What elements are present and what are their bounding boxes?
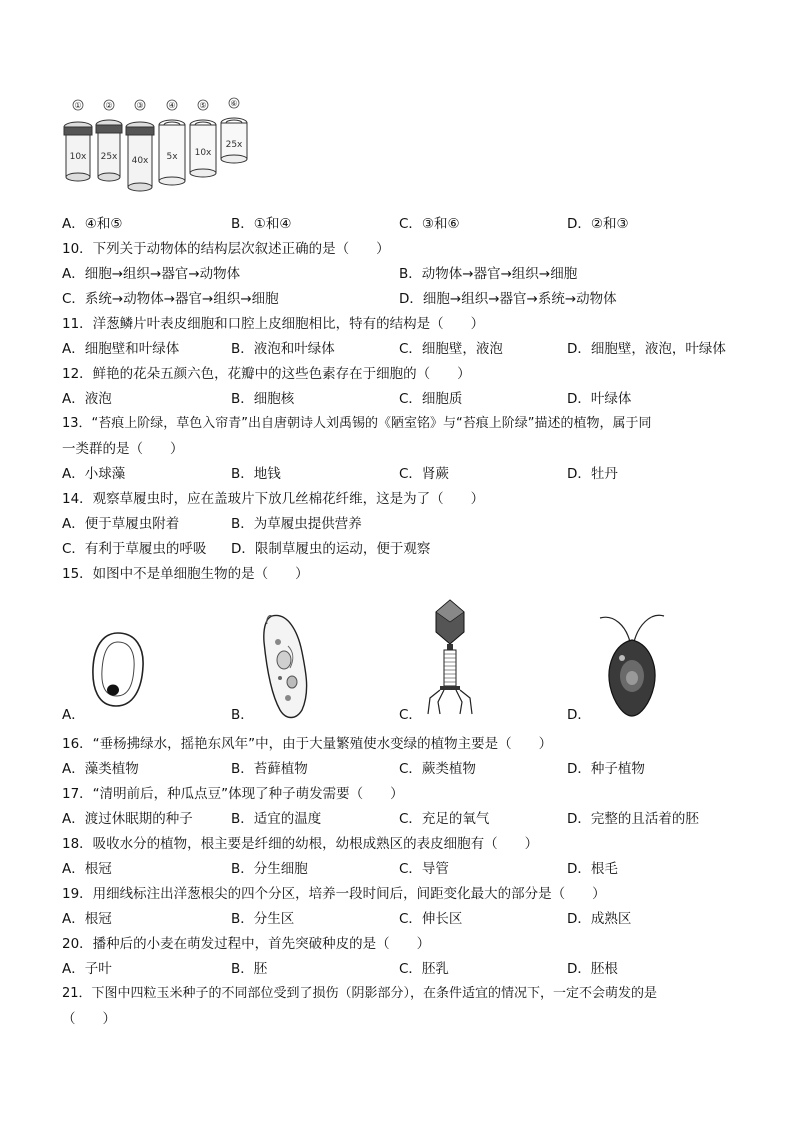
q12-option-a[interactable]: A．液泡 (62, 391, 112, 407)
svg-text:40x: 40x (131, 156, 149, 166)
svg-text:②: ② (105, 101, 113, 110)
q21-stem-line2: （ ） (62, 1011, 116, 1027)
q13-option-a[interactable]: A．小球藻 (62, 466, 126, 482)
q18-option-b[interactable]: B．分生细胞 (231, 861, 308, 877)
q18-option-d[interactable]: D．根毛 (567, 861, 618, 877)
q13-stem-line1: 13．“苔痕上阶绿，草色入帘青”出自唐朝诗人刘禹锡的《陋室铭》与“苔痕上阶绿”描述的植物，属于同 (62, 416, 652, 431)
q15-option-c[interactable]: C． (399, 707, 422, 723)
q16-option-b[interactable]: B．苔藓植物 (231, 761, 308, 777)
chlamydomonas-figure (592, 606, 672, 724)
q12-option-d[interactable]: D．叶绿体 (567, 391, 632, 407)
q15-option-d[interactable]: D． (567, 707, 591, 723)
q11-stem: 11．洋葱鳞片叶表皮细胞和口腔上皮细胞相比，特有的结构是（ ） (62, 316, 485, 332)
q11-option-d[interactable]: D．细胞壁，液泡，叶绿体 (567, 341, 726, 357)
q17-option-b[interactable]: B．适宜的温度 (231, 811, 322, 827)
svg-text:①: ① (74, 101, 82, 110)
q11-option-b[interactable]: B．液泡和叶绿体 (231, 341, 335, 357)
q16-option-c[interactable]: C．蕨类植物 (399, 761, 476, 777)
svg-text:③: ③ (136, 101, 144, 110)
q17-option-c[interactable]: C．充足的氧气 (399, 811, 490, 827)
svg-text:⑥: ⑥ (230, 99, 238, 108)
q17-option-a[interactable]: A．渡过休眠期的种子 (62, 811, 193, 827)
q20-option-c[interactable]: C．胚乳 (399, 961, 449, 977)
q10-option-c[interactable]: C．系统→动物体→器官→组织→细胞 (62, 291, 279, 307)
q10-option-b[interactable]: B．动物体→器官→组织→细胞 (399, 266, 578, 282)
svg-text:10x: 10x (69, 152, 87, 162)
q17-option-d[interactable]: D．完整的且活着的胚 (567, 811, 699, 827)
q18-stem: 18．吸收水分的植物，根主要是纤细的幼根，幼根成熟区的表皮细胞有（ ） (62, 836, 539, 852)
q20-option-b[interactable]: B．胚 (231, 961, 268, 977)
q10-stem: 10．下列关于动物体的结构层次叙述正确的是（ ） (62, 241, 390, 257)
q9-option-d[interactable]: D．②和③ (567, 216, 629, 232)
yeast-cell-figure (88, 630, 148, 710)
lens-3 (126, 100, 154, 191)
svg-text:25x: 25x (225, 140, 243, 150)
q13-option-c[interactable]: C．肾蕨 (399, 466, 449, 482)
svg-text:10x: 10x (194, 148, 212, 158)
paramecium-figure (258, 612, 318, 722)
q14-option-d[interactable]: D．限制草履虫的运动，便于观察 (231, 541, 431, 557)
q13-option-d[interactable]: D．牡丹 (567, 466, 618, 482)
bacteriophage-figure (420, 598, 480, 718)
q10-option-d[interactable]: D．细胞→组织→器官→系统→动物体 (399, 291, 617, 307)
q14-option-a[interactable]: A．便于草履虫附着 (62, 516, 180, 532)
svg-text:5x: 5x (166, 152, 178, 162)
q16-option-d[interactable]: D．种子植物 (567, 761, 645, 777)
q9-option-c[interactable]: C．③和⑥ (399, 216, 460, 232)
q20-option-d[interactable]: D．胚根 (567, 961, 618, 977)
q19-option-d[interactable]: D．成熟区 (567, 911, 632, 927)
q13-stem-line2: 一类群的是（ ） (62, 441, 184, 457)
q13-option-b[interactable]: B．地钱 (231, 466, 281, 482)
q9-option-b[interactable]: B．①和④ (231, 216, 292, 232)
q18-option-c[interactable]: C．导管 (399, 861, 449, 877)
q14-stem: 14．观察草履虫时，应在盖玻片下放几丝棉花纤维，这是为了（ ） (62, 491, 485, 507)
q19-option-a[interactable]: A．根冠 (62, 911, 112, 927)
q19-option-b[interactable]: B．分生区 (231, 911, 295, 927)
q15-option-b[interactable]: B． (231, 707, 254, 723)
lens-1 (64, 100, 92, 181)
q14-option-c[interactable]: C．有利于草履虫的呼吸 (62, 541, 207, 557)
q20-option-a[interactable]: A．子叶 (62, 961, 112, 977)
q15-stem: 15．如图中不是单细胞生物的是（ ） (62, 566, 309, 582)
lens-5 (190, 100, 216, 177)
q12-option-c[interactable]: C．细胞质 (399, 391, 463, 407)
q12-stem: 12．鲜艳的花朵五颜六色，花瓣中的这些色素存在于细胞的（ ） (62, 366, 471, 382)
q10-option-a[interactable]: A．细胞→组织→器官→动物体 (62, 266, 241, 282)
lens-6 (221, 98, 247, 163)
q15-option-a[interactable]: A． (62, 707, 85, 723)
q16-option-a[interactable]: A．藻类植物 (62, 761, 139, 777)
q14-option-b[interactable]: B．为草履虫提供营养 (231, 516, 362, 532)
svg-text:④: ④ (168, 101, 176, 110)
microscope-lens-figure (60, 95, 260, 195)
q21-stem-line1: 21．下图中四粒玉米种子的不同部位受到了损伤（阴影部分），在条件适宜的情况下，一定不会萌发的是 (62, 986, 658, 1001)
lens-2 (96, 100, 122, 181)
svg-text:⑤: ⑤ (199, 101, 207, 110)
q17-stem: 17．“清明前后，种瓜点豆”体现了种子萌发需要（ ） (62, 786, 404, 802)
q11-option-c[interactable]: C．细胞壁，液泡 (399, 341, 503, 357)
q19-stem: 19．用细线标注出洋葱根尖的四个分区，培养一段时间后，间距变化最大的部分是（ ） (62, 886, 606, 902)
svg-text:25x: 25x (100, 152, 118, 162)
lens-4 (159, 100, 185, 185)
q20-stem: 20．播种后的小麦在萌发过程中，首先突破种皮的是（ ） (62, 936, 431, 952)
q16-stem: 16．“垂杨拂绿水，摇艳东风年”中，由于大量繁殖使水变绿的植物主要是（ ） (62, 736, 553, 752)
q9-option-a[interactable]: A．④和⑤ (62, 216, 123, 232)
q19-option-c[interactable]: C．伸长区 (399, 911, 463, 927)
q11-option-a[interactable]: A．细胞壁和叶绿体 (62, 341, 180, 357)
q12-option-b[interactable]: B．细胞核 (231, 391, 295, 407)
q18-option-a[interactable]: A．根冠 (62, 861, 112, 877)
